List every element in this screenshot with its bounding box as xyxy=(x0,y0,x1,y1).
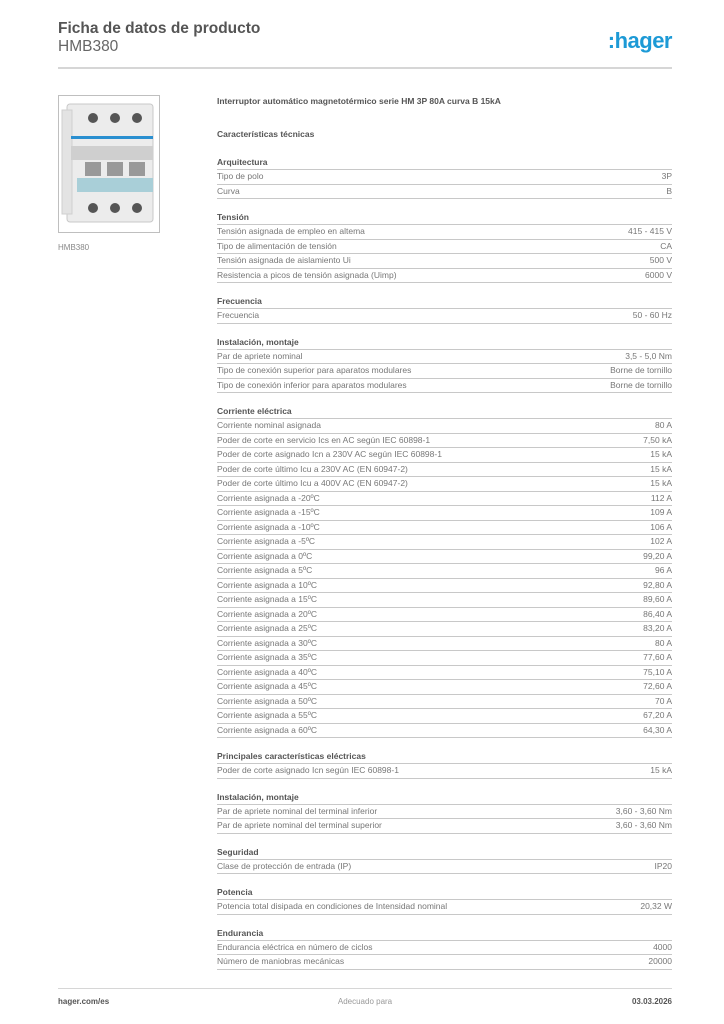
spec-group xyxy=(217,405,672,738)
spec-row xyxy=(217,695,672,710)
spec-label: Corriente asignada a 10ºC xyxy=(217,579,317,590)
footer-note: Adecuado para xyxy=(337,997,393,1006)
spec-row xyxy=(217,419,672,434)
group-title: Principales características eléctricas xyxy=(217,750,672,764)
spec-row xyxy=(217,955,672,970)
spec-value: 72,60 A xyxy=(643,681,672,691)
spec-group xyxy=(217,886,672,915)
spec-label: Número de maniobras mecánicas xyxy=(217,956,345,966)
group-title: Frecuencia xyxy=(217,295,672,309)
spec-value: 86,40 A xyxy=(643,608,672,619)
spec-value: CA xyxy=(660,240,672,251)
spec-value: 415 - 415 V xyxy=(628,226,672,236)
spec-label: Curva xyxy=(217,185,240,196)
spec-content xyxy=(217,96,672,982)
spec-row xyxy=(217,170,672,185)
spec-label: Corriente asignada a 55ºC xyxy=(217,710,317,720)
spec-value: 109 A xyxy=(650,507,672,517)
spec-value: 6000 V xyxy=(645,269,672,280)
spec-value: 112 A xyxy=(650,492,672,503)
spec-label: Resistencia a picos de tensión asignada (Uimp) xyxy=(217,269,397,280)
spec-value: 20000 xyxy=(648,956,672,966)
spec-value: 102 A xyxy=(650,536,672,546)
spec-label: Tipo de conexión superior para aparatos modulares xyxy=(217,365,412,375)
spec-row xyxy=(217,622,672,637)
spec-label: Corriente asignada a -10ºC xyxy=(217,521,320,532)
spec-row xyxy=(217,666,672,681)
section-title: Características técnicas xyxy=(217,129,315,139)
spec-value: 83,20 A xyxy=(643,623,672,633)
spec-row xyxy=(217,941,672,956)
spec-value: B xyxy=(666,185,672,196)
spec-label: Poder de corte asignado Icn según IEC 60898-1 xyxy=(217,765,399,775)
hager-logo: :hager xyxy=(607,28,672,53)
spec-value: 70 A xyxy=(654,695,672,706)
spec-label: Corriente asignada a 30ºC xyxy=(217,637,317,648)
spec-label: Corriente asignada a 20ºC xyxy=(217,608,317,619)
spec-label: Endurancia eléctrica en número de ciclos xyxy=(217,941,373,952)
spec-group xyxy=(217,295,672,324)
spec-row xyxy=(217,550,672,565)
spec-label: Corriente asignada a 15ºC xyxy=(217,594,317,604)
document-title: Ficha de datos de producto xyxy=(58,20,261,37)
spec-row xyxy=(217,434,672,449)
spec-label: Corriente asignada a -20ºC xyxy=(217,492,320,503)
spec-row xyxy=(217,240,672,255)
spec-row xyxy=(217,225,672,240)
spec-value: 15 kA xyxy=(650,463,672,474)
spec-value: 75,10 A xyxy=(643,666,672,677)
circuit-breaker-icon xyxy=(59,96,159,232)
spec-row xyxy=(217,477,672,492)
group-title: Instalación, montaje xyxy=(217,791,672,805)
spec-row xyxy=(217,819,672,834)
spec-label: Poder de corte último Icu a 400V AC (EN 60947-2) xyxy=(217,478,408,488)
spec-label: Tensión asignada de aislamiento Ui xyxy=(217,255,351,265)
product-description: Interruptor automático magnetotérmico serie HM 3P 80A curva B 15kA xyxy=(217,96,501,106)
spec-label: Corriente asignada a 0ºC xyxy=(217,550,313,561)
spec-group xyxy=(217,846,672,875)
spec-label: Potencia total disipada en condiciones de Intensidad nominal xyxy=(217,901,448,911)
header-divider xyxy=(58,67,672,69)
spec-label: Tipo de polo xyxy=(217,171,264,181)
spec-label: Poder de corte asignado Icn a 230V AC según IEC 60898-1 xyxy=(217,449,442,459)
spec-row xyxy=(217,579,672,594)
spec-value: 15 kA xyxy=(650,478,672,488)
spec-value: 15 kA xyxy=(650,765,672,775)
spec-row xyxy=(217,364,672,379)
image-caption: HMB380 xyxy=(58,243,90,252)
group-title: Corriente eléctrica xyxy=(217,405,672,419)
spec-row xyxy=(217,463,672,478)
spec-label: Par de apriete nominal del terminal superior xyxy=(217,820,382,830)
group-title: Endurancia xyxy=(217,927,672,941)
spec-row xyxy=(217,805,672,820)
spec-label: Tensión asignada de empleo en altema xyxy=(217,226,365,236)
page-header xyxy=(58,20,672,56)
spec-label: Tipo de conexión inferior para aparatos modulares xyxy=(217,379,407,390)
spec-row xyxy=(217,254,672,269)
spec-value: 3,5 - 5,0 Nm xyxy=(625,350,672,361)
spec-row xyxy=(217,709,672,724)
spec-label: Tipo de alimentación de tensión xyxy=(217,240,337,251)
spec-value: 50 - 60 Hz xyxy=(632,310,672,320)
footer-date: 03.03.2026 xyxy=(631,997,672,1006)
spec-label: Corriente asignada a 50ºC xyxy=(217,695,317,706)
spec-group xyxy=(217,336,672,394)
spec-label: Corriente asignada a 45ºC xyxy=(217,681,317,691)
spec-value: 500 V xyxy=(649,255,672,265)
spec-value: Borne de tornillo xyxy=(610,365,672,375)
group-title: Potencia xyxy=(217,886,672,900)
spec-label: Corriente asignada a 5ºC xyxy=(217,565,313,575)
spec-value: 64,30 A xyxy=(643,724,672,735)
spec-value: 15 kA xyxy=(650,449,672,459)
spec-value: 80 A xyxy=(654,420,672,430)
spec-value: 99,20 A xyxy=(643,550,672,561)
spec-row xyxy=(217,185,672,200)
spec-label: Corriente asignada a 60ºC xyxy=(217,724,317,735)
group-title: Instalación, montaje xyxy=(217,336,672,350)
spec-row xyxy=(217,564,672,579)
spec-row xyxy=(217,350,672,365)
spec-row xyxy=(217,269,672,284)
spec-value: 3,60 - 3,60 Nm xyxy=(615,820,672,830)
spec-row xyxy=(217,900,672,915)
spec-group xyxy=(217,156,672,199)
spec-label: Corriente asignada a 35ºC xyxy=(217,652,317,662)
spec-value: 96 A xyxy=(654,565,672,575)
spec-label: Poder de corte en servicio Ics en AC según IEC 60898-1 xyxy=(217,434,431,445)
group-title: Arquitectura xyxy=(217,156,672,170)
spec-label: Clase de protección de entrada (IP) xyxy=(217,860,352,871)
spec-value: 106 A xyxy=(650,521,672,532)
spec-label: Par de apriete nominal del terminal inferior xyxy=(217,805,378,816)
spec-group xyxy=(217,927,672,970)
spec-row xyxy=(217,651,672,666)
spec-value: 89,60 A xyxy=(643,594,672,604)
spec-label: Corriente asignada a 25ºC xyxy=(217,623,317,633)
spec-row xyxy=(217,448,672,463)
spec-value: 3,60 - 3,60 Nm xyxy=(615,805,672,816)
spec-label: Corriente asignada a -15ºC xyxy=(217,507,320,517)
spec-row xyxy=(217,608,672,623)
spec-label: Poder de corte último Icu a 230V AC (EN 60947-2) xyxy=(217,463,408,474)
spec-row xyxy=(217,764,672,779)
spec-row xyxy=(217,521,672,536)
spec-value: Borne de tornillo xyxy=(610,379,672,390)
spec-row xyxy=(217,680,672,695)
spec-row xyxy=(217,379,672,394)
footer-website[interactable]: hager.com/es xyxy=(58,997,110,1006)
spec-label: Corriente asignada a 40ºC xyxy=(217,666,317,677)
spec-value: 92,80 A xyxy=(643,579,672,590)
spec-value: 3P xyxy=(661,171,672,181)
spec-value: 80 A xyxy=(654,637,672,648)
spec-row xyxy=(217,860,672,875)
spec-value: 4000 xyxy=(653,941,672,952)
spec-label: Par de apriete nominal xyxy=(217,350,303,361)
spec-group xyxy=(217,211,672,283)
spec-row xyxy=(217,593,672,608)
product-image xyxy=(58,95,160,233)
spec-value: 77,60 A xyxy=(643,652,672,662)
spec-row xyxy=(217,724,672,739)
spec-value: 67,20 A xyxy=(643,710,672,720)
spec-value: 20,32 W xyxy=(640,901,672,911)
group-title: Seguridad xyxy=(217,846,672,860)
spec-row xyxy=(217,637,672,652)
spec-group xyxy=(217,791,672,834)
spec-row xyxy=(217,506,672,521)
spec-label: Corriente nominal asignada xyxy=(217,420,321,430)
spec-row xyxy=(217,492,672,507)
product-reference: HMB380 xyxy=(58,38,119,55)
spec-label: Frecuencia xyxy=(217,310,260,320)
group-title: Tensión xyxy=(217,211,672,225)
spec-groups xyxy=(217,156,672,970)
spec-group xyxy=(217,750,672,779)
spec-label: Corriente asignada a -5ºC xyxy=(217,536,316,546)
footer-divider xyxy=(58,988,672,989)
spec-value: IP20 xyxy=(654,860,672,871)
spec-value: 7,50 kA xyxy=(643,434,672,445)
spec-row xyxy=(217,535,672,550)
spec-row xyxy=(217,309,672,324)
